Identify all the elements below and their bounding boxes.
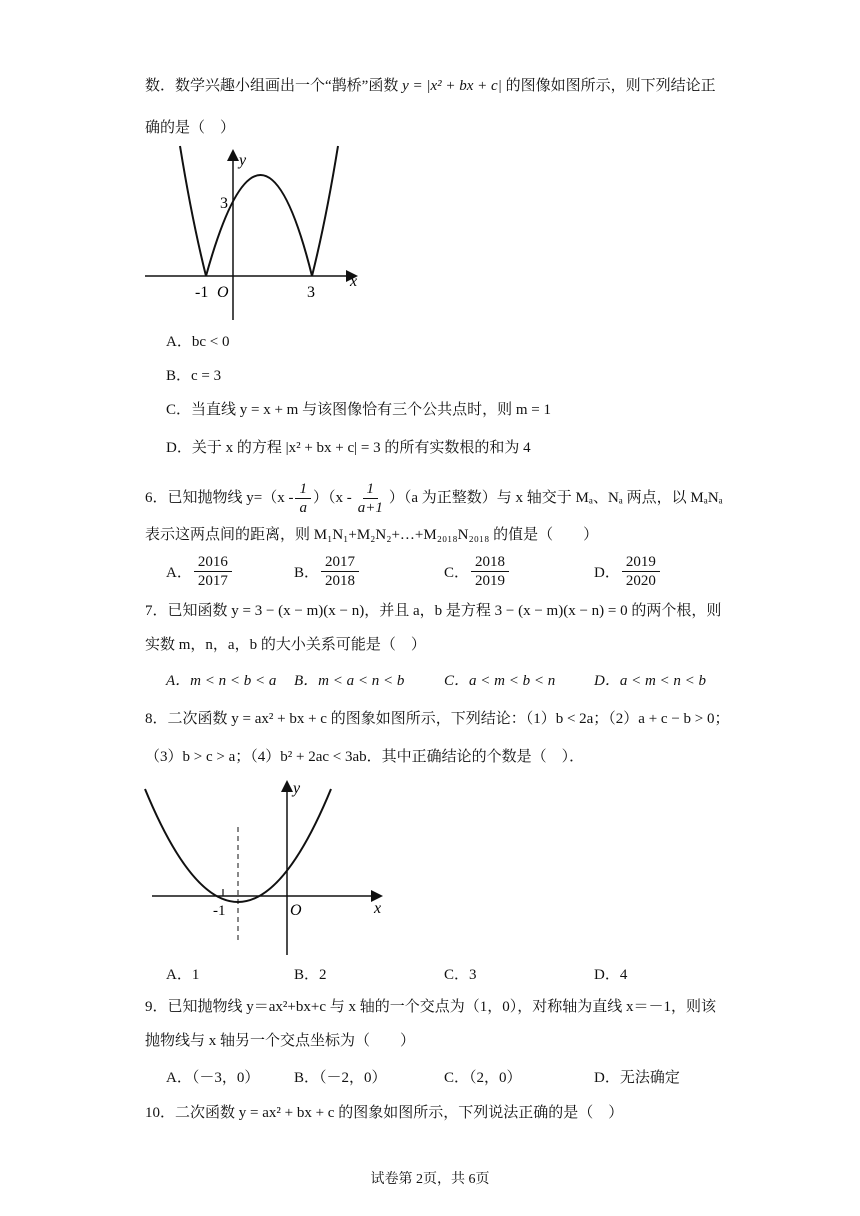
q5-option-b: B．c = 3: [166, 368, 222, 384]
q6-option-a-letter: A．: [166, 565, 192, 581]
q6-option-d-denominator: 2020: [625, 573, 656, 589]
q6-fraction-2: [354, 480, 387, 517]
q5-option-d: D．关于 x 的方程 |x² + bx + c| = 3 的所有实数根的和为 4: [166, 440, 531, 456]
q6-option-b: [294, 553, 444, 590]
q10-stem-line1: 10．二次函数 y = ax² + bx + c 的图象如图所示，下列说法正确的是（ ）: [145, 1105, 624, 1121]
page-footer: 试卷第 2页，共 6页: [370, 1172, 490, 1187]
q5-y-label: y: [239, 152, 247, 169]
q5-x-label: x: [350, 273, 358, 290]
q6-stem-line1: [145, 478, 723, 518]
q6-stem-part-a: 6．已知抛物线 y=（x -: [145, 490, 294, 506]
q7-option-c: C．a < m < b < n: [444, 673, 556, 689]
q5-curve-right: [312, 146, 338, 276]
q5-option-c: C．当直线 y = x + m 与该图像恰有三个公共点时，则 m = 1: [166, 402, 551, 418]
q9-option-d: D．无法确定: [594, 1070, 680, 1086]
q6-options: [166, 553, 714, 590]
q6-option-d-letter: D．: [594, 565, 620, 581]
q7-options: [166, 669, 724, 690]
q9-stem-line1: 9．已知抛物线 y＝ax²+bx+c 与 x 轴的一个交点为（1，0），对称轴为直线 x＝－1，则该: [145, 999, 716, 1015]
q5-curve-middle: [206, 175, 312, 276]
q7-option-a: A．m < n < b < a: [166, 673, 277, 689]
q8-x-label: x: [374, 900, 382, 917]
q5-stem-line2: 确的是（ ）: [145, 120, 236, 136]
q6-option-d: [594, 553, 714, 590]
q6-option-a-numerator: 2016: [194, 553, 232, 572]
q6-option-b-letter: B．: [294, 565, 320, 581]
q6-stem-part-b: ）（x -: [312, 490, 352, 506]
q5-tick-xm1: -1: [195, 284, 209, 301]
q6-option-d-numerator: 2019: [622, 553, 660, 572]
q6-fraction-1-numerator: 1: [295, 480, 311, 499]
q5-stem-part-b: 的图像如图所示，则下列结论正: [501, 78, 716, 94]
q6-option-c-numerator: 2018: [471, 553, 509, 572]
q6-stem-part-c: ）（a 为正整数）与 x 轴交于 Mₐ、Nₐ 两点，以 MₐNₐ: [388, 490, 723, 506]
q5-tick-x3: 3: [307, 284, 315, 301]
q6-option-b-fraction: [321, 553, 359, 590]
q6-stem-line2: 表示这两点间的距离，则 M₁N₁+M₂N₂+…+M₂₀₁₈N₂₀₁₈ 的值是（ ）: [145, 527, 599, 543]
q6-option-a-fraction: [194, 553, 232, 590]
q5-stem-part-a: 数．数学兴趣小组画出一个“鹊桥”函数: [145, 78, 403, 94]
q8-option-a: A．1: [166, 967, 200, 983]
q7-option-d: D．a < m < n < b: [594, 673, 707, 689]
q6-option-c-fraction: [471, 553, 509, 590]
q6-option-d-fraction: [622, 553, 660, 590]
q6-fraction-1: [295, 480, 311, 517]
q7-stem-line1: 7．已知函数 y = 3 − (x − m)(x − n)，并且 a，b 是方程 3 − (x − m)(x − n) = 0 的两个根，则: [145, 603, 722, 619]
q8-y-label: y: [293, 780, 301, 797]
q6-fraction-1-denominator: a: [299, 500, 307, 517]
q8-graph: [140, 775, 390, 960]
q9-option-c: C．（2，0）: [444, 1070, 522, 1086]
q9-option-b: B．（－2，0）: [294, 1070, 387, 1086]
q5-function-expression: y = |x² + bx + c|: [402, 78, 502, 94]
q8-stem-line2: （3）b > c > a；（4）b² + 2ac < 3ab．其中正确结论的个数是（ ）．: [145, 749, 585, 765]
q6-option-a: [166, 553, 294, 590]
q5-tick-y3: 3: [220, 195, 228, 212]
q7-option-b: B．m < a < n < b: [294, 673, 405, 689]
q6-fraction-2-numerator: 1: [363, 480, 379, 499]
q6-option-c-letter: C．: [444, 565, 470, 581]
q5-curve-left: [180, 146, 206, 276]
q5-graph: [140, 140, 370, 325]
q6-option-b-numerator: 2017: [321, 553, 359, 572]
q8-origin: O: [290, 902, 302, 919]
q7-stem-line2: 实数 m，n，a，b 的大小关系可能是（ ）: [145, 637, 426, 653]
q8-option-b: B．2: [294, 967, 327, 983]
q9-options: [166, 1066, 714, 1087]
q8-tick-xm1: -1: [213, 903, 226, 919]
q6-option-b-denominator: 2018: [325, 573, 356, 589]
q8-option-c: C．3: [444, 967, 477, 983]
q8-options: [166, 963, 694, 984]
q5-stem-line1: [145, 76, 716, 96]
q8-stem-line1: 8．二次函数 y = ax² + bx + c 的图象如图所示，下列结论：（1）b < 2a；（2）a + c − b > 0；: [145, 711, 730, 727]
q8-option-d: D．4: [594, 967, 628, 983]
q6-option-c: [444, 553, 594, 590]
q6-option-c-denominator: 2019: [475, 573, 506, 589]
q9-stem-line2: 抛物线与 x 轴另一个交点坐标为（ ）: [145, 1033, 416, 1049]
q9-option-a: A．（－3，0）: [166, 1070, 260, 1086]
q6-option-a-denominator: 2017: [197, 573, 228, 589]
q6-fraction-2-denominator: a+1: [357, 500, 383, 517]
q5-origin: O: [217, 284, 229, 301]
q5-option-a: A．bc < 0: [166, 334, 230, 350]
